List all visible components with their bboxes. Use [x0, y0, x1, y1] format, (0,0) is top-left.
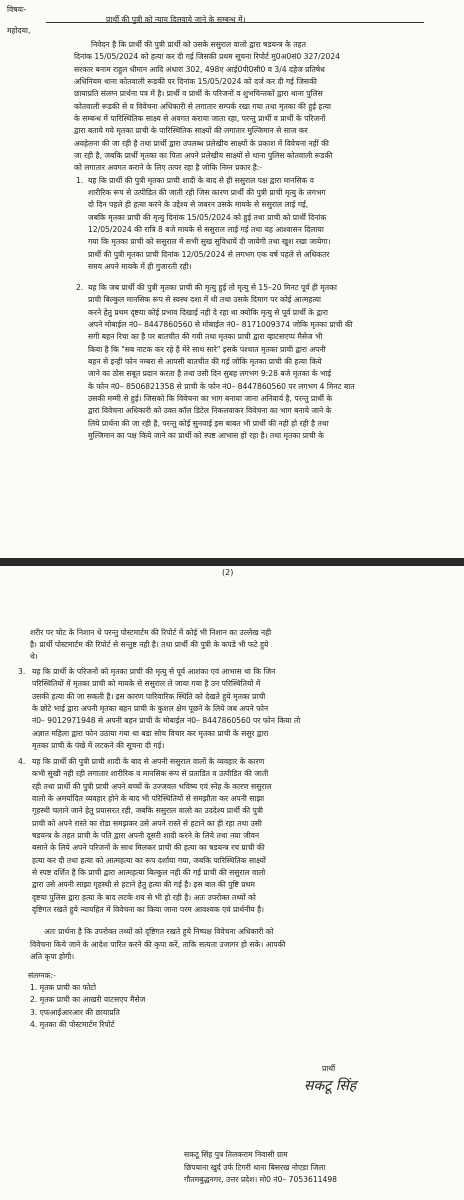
point-line: यह कि प्रार्थी की पुत्री मृतका प्राची शादी के बाद से ही ससुराल पक्ष द्वारा मानसिक व	[88, 176, 314, 185]
cont-line: है। प्रार्थी पोस्टमार्टम की रिपोर्ट से सन्तुष्ट नही है। तथा प्रार्थी की पुत्री के कपडे भी फटे हुये	[30, 640, 269, 649]
intro-line: द्वारा बताये गये मृतका प्राची के पारिस्थितिक साक्ष्यों की लगातार मुल्जिमान से साज कर	[74, 126, 308, 135]
subject-text: प्रार्थी की पुत्री को न्याय दिलवाये जाने के सम्बन्ध में।	[106, 15, 246, 24]
enclosure-item: 4. मृतका की पोस्टमार्टम रिपोर्ट	[30, 1020, 115, 1029]
subject-label: विषयः-	[7, 5, 27, 14]
point-line: गृहस्थी चलाने जाने हेतु प्रयासरत रही, जबकि ससुराल वालो का उददेश्य प्रार्थी की पुत्री	[32, 806, 264, 815]
point-line: यह कि जब प्रार्थी की पुत्री मृतका प्राची की मृत्यु हुई तो मृत्यु से 15–20 मिनट पूर्व ही मृतका	[88, 283, 337, 292]
point-number: 4.	[18, 757, 26, 766]
intro-line: के सम्बन्ध में पारिस्थितिक साक्ष्य से अवगत कराया जाता रहा, परन्तु प्रार्थी व प्रार्थी के परिजनों	[74, 114, 326, 123]
point-line: उसकी मम्मी से हुई। जिसको कि विवेचना का भाग बनाया जाना अनिवार्य है, परन्तु प्रार्थी के	[88, 394, 333, 403]
point-line: शारीरिक रूप से उत्पीडित की जाती रही जिस कारण प्रार्थी की पुत्री प्राची मृत्यु के लगभग	[88, 188, 326, 197]
cont-line: थे।	[30, 652, 38, 661]
point-line: मुल्जिमान का पक्ष किये जाने का प्रार्थी को स्पष्ट आभास हो रहा है। तथा मृतका प्राची के	[88, 431, 324, 440]
point-line: द्वारा विवेचना अधिकारी को उक्त कॉल डिटेल निकलवाकर विवेचना का भाग बनाये जाने के	[88, 406, 332, 415]
point-line: के छोटे भाई द्वारा अपनी मृतका बहन प्राची के कुशल क्षेम पूछने के लिये जब अपने फोन	[32, 704, 269, 713]
intro-line: छायाप्रति संलग्न प्रार्थना पत्र में है। प्रार्थी व प्रार्थी के परिजनों व शुभचिन्तकों द्वारा थाना पुलिस	[74, 89, 323, 98]
address-line: गौतमबुद्धनगर, उत्तर प्रदेश। मो0 नं0– 7053611498	[184, 1175, 337, 1184]
page-number: (2)	[222, 568, 234, 577]
cont-line: शरीर पर चोट के निशान थे परन्तु पोस्टमार्टम की रिपोर्ट में कोई भी निशान का उल्लेख नही	[30, 628, 272, 637]
point-line: परिस्थितियों में मृतका प्राची को मायके से ससुराल ले जाया गया है उन परिस्थितियों में	[32, 679, 261, 688]
point-line: किया है कि "सब नाटक कर रहे है मेरे साथ सारे" इसके पश्चात मृतका प्राची द्वारा अपनी	[88, 345, 326, 354]
intro-line: को लगातार अवगत कराने के लिए तत्पर रहा है जोकि निम्न प्रकार है:-	[74, 163, 263, 172]
point-line: अज्ञात महिला द्वारा फोन उठाया गया था बडा सोच विचार कर मृतका प्राची के ससुर द्वारा	[32, 729, 269, 738]
point-line: अपने मोबाईल नं0– 8447860560 से मोबाईल नं0– 8171009374 जोकि मृतका प्राची की	[88, 320, 353, 329]
intro-line: दिनांक 15/05/2024 को हत्या कर दी गई जिसकी प्रथम सूचना रिपोर्ट मु0अ0सं0 327/2024	[74, 52, 341, 61]
point-number: 3.	[18, 667, 26, 676]
closing-line: अति कृपा होगी।	[30, 952, 75, 961]
salutation: महोदया,	[7, 26, 31, 35]
point-line: रही तथा प्रार्थी की पुत्री प्राची अपने बच्चों के उज्जवल भविष्य एवं स्नेह के कारण ससुराल	[32, 782, 272, 791]
point-line: के फोन नं0– 8506821358 से प्राची के फोन नं0– 8447860560 पर लगभग 4 मिनट बात	[88, 382, 355, 391]
enclosures-title: संलग्नक:-	[28, 971, 56, 980]
point-line: दो दिन पहले ही हत्या करने के उद्देश्य से जबरन उसके मायके से ससुराल लाई गई,	[88, 200, 309, 209]
enclosure-item: 2. मृतक प्राची का आखरी वाटसएप मैसेज	[30, 995, 146, 1004]
point-line: षडयन्त्र के तहत प्राची के पति द्वारा अपनी दूसरी शादी करने के लिये तथा नया जीवन	[32, 831, 260, 840]
point-line: गया कि मृतका प्राची को ससुराल में सभी सुख सुविधायें दी जायेगी तथा खुश रखा जायेगा।	[88, 237, 331, 246]
point-line: प्राची को अपने रास्ते का रोडा समझकर उसे अपने रास्ते से हटाने का ही रहा तथा उसी	[32, 819, 262, 828]
enclosure-item: 1. मृतक प्राची का फोटो	[30, 983, 97, 992]
point-line: प्राची बिल्कुल मानसिक रूप से स्वस्थ दशा में थी तथा उसके दिमाग पर कोई आत्महत्या	[88, 295, 321, 304]
intro-line: निवेदन है कि प्रार्थी की पुत्री प्रार्थी को उसके ससुराल वालो द्वारा षडयन्त्र के तहत	[91, 40, 306, 49]
point-line: प्रार्थी की पुत्री मृतका प्राची दिनांक 12/05/2024 से लगभग एक वर्ष पहले से अधिकतर	[88, 250, 330, 259]
intro-line: जा रही है, जबकि प्रार्थी मृतका का पिता अपने प्रलेखीय साक्ष्यों से थाना पुलिस कोतवाली रूडकी	[74, 151, 333, 160]
point-line: यह कि प्रार्थी के परिजनों को मृतका प्राची की मृत्यु से पूर्व आशंका एवं आभास था कि जिन	[32, 667, 276, 676]
intro-line: अधिनियम थाना कोतवाली रूडकी पर दिनांक 15/05/2024 को दर्ज कर दी गई जिसकी	[74, 77, 317, 86]
point-line: करने हेतु प्रथम दृष्टया कोई प्रभाव दिखाई नही दे रहा था क्योकि मृत्यु से पूर्व प्रार्थी के द्वारा	[88, 308, 328, 317]
point-line: वालो के अमर्यादित व्यवहार होने के बाद भी परिस्थितियों से समझौता कर अपनी साझा	[32, 794, 265, 803]
point-line: जाने का ठोस सबूत प्रदान करता है तथा उसी दिन सुबह लगभग 9:28 बजे मृतका के भाई	[88, 369, 332, 378]
enclosure-item: 3. एफआईआरआर की छायाप्रति	[30, 1008, 120, 1017]
point-line: से स्पष्ट दर्शित है कि प्राची द्वारा आत्महत्या बिल्कुल नही की गई प्राची की ससुराल वालो	[32, 868, 266, 877]
point-line: बसाने के लिये अपने परिजनों के साथ मिलकर प्राची की हत्या का षडयन्त्र रच प्राची की	[32, 843, 265, 852]
point-number: 1.	[76, 176, 84, 185]
intro-line: कोतवाली रूडकी से व विवेचना अधिकारी से लगातार सम्पर्क रखा गया तथा मृतका की हुई हत्या	[74, 102, 332, 111]
point-line: जबकि मृतका प्राची की मृत्यु दिनांक 15/05/2024 को हुई तथा प्राची को प्रार्थी दिनांक	[88, 213, 327, 222]
point-line: 12/05/2024 की रात्रि 8 बजे मायके से ससुराल लाई गई तथा यह आश्वासन दिलाया	[88, 225, 324, 234]
point-line: लिये प्रार्थना की जा रही है, परन्तु कोई सुनवाई इस बाबत भी प्रार्थी की नही हो रही है तथा	[88, 419, 329, 428]
subject-underline	[46, 22, 424, 23]
closing-line: अतः प्रार्थना है कि उपरोक्त तथ्यों को दृष्टिगत रखते हुये निष्पक्ष विवेचना अधिकारी को	[44, 927, 274, 936]
intro-line: अवहेलना की जा रही है तथा प्रार्थी द्वारा उपलब्ध प्रलेखीय साक्ष्यों के प्रकाश में विवेचना नहीं की	[74, 139, 329, 148]
intro-line: सरकार बनाम राहुल धीमान आदि अंधारा 302, 498ए आई0पी0सी0 व 3/4 दहेज प्रतिषेध	[74, 65, 325, 74]
point-line: कभी सुखी नही रही लगातार शारीरिक व मानसिक रूप से प्रताडित व उत्पीडित की जाती	[32, 769, 269, 778]
closing-line: विवेचना किये जाने के आदेश पारित करने की कृपा करें, ताकि सत्यता उजागर हो सके। आपकी	[30, 940, 286, 949]
document-page-1	[0, 0, 464, 558]
page-separator	[0, 558, 464, 566]
point-line: मृतका प्राची के पंखे में लटकने की सूचना दी गई।	[32, 741, 165, 750]
address-line: सकटू सिंह पुत्र तिलकराम निवासी ग्राम	[184, 1150, 288, 1159]
point-line: उसकी हत्या की जा सकती है। इस कारण पारिवारिक स्थिति को देखते हुये मृतका प्राची	[32, 692, 266, 701]
point-line: समय अपने मायके में ही गुजारती रही।	[88, 262, 192, 271]
document-page-2	[0, 566, 464, 1200]
applicant-label: प्रार्थी	[322, 1064, 336, 1073]
point-line: बहन से इन्ही फोन नम्बरा से आपसी बातचीत की गई जोकि मृतका प्राची की हत्या किये	[88, 357, 322, 366]
point-line: द्वारा उसे अपनी साझा गृहस्थी से हटाने हेतु हत्या की गई है। इस बात की पुष्टि प्रथम	[32, 880, 255, 889]
point-line: दृष्टिगत रखते हुये न्यायहित में विवेचना का किया जाना परम आवश्यक एवं प्रार्थनीय है।	[32, 905, 265, 914]
point-line: यह कि प्रार्थी की पुत्री प्राची शादी के बाद से अपनी ससुराल वालों के व्यवहार के कारण	[32, 757, 265, 766]
point-line: सगी बहन रिचा का है पर बातचीत की गयी तथा मृतका प्राची द्वारा व्हाटसएप्प मैसेज भी	[88, 332, 323, 341]
point-line: नं0– 9012971948 से अपनी बहन प्राची के मोबाईल नं0– 8447860560 पर फोन किया तो	[32, 716, 301, 725]
address-line: छिपयाना खुर्द उर्फ टिगरी थाना बिसरख नोएडा जिला	[184, 1163, 326, 1172]
point-line: हत्या कर दी तथा हत्या को आत्महत्या का रूप दर्शाया गया, जबकि पारिस्थितिक साक्ष्यों	[32, 856, 266, 865]
point-number: 2.	[76, 283, 84, 292]
point-line: दृष्टया पुलिस द्वारा हत्या के बाद लटके शव से भी हो रही है। अतः उपरोक्त तथ्यों को	[32, 893, 256, 902]
signature: सकटू सिंह	[304, 1078, 357, 1094]
